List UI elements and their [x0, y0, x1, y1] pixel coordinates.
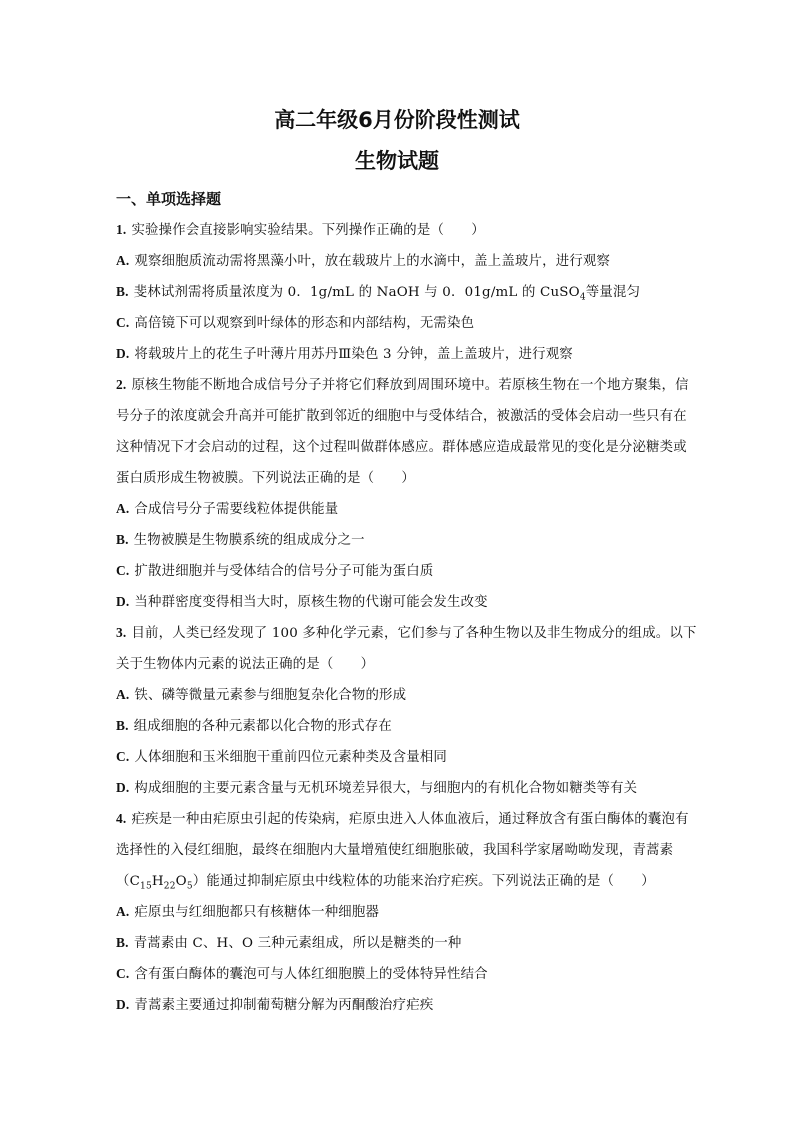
question-2-stem-line: 这种情况下才会启动的过程，这个过程叫做群体感应。群体感应造成最常见的变化是分泌糖类或	[116, 440, 687, 455]
question-2-stem: 2. 原核生物能不断地合成信号分子并将它们释放到周围环境中。若原核生物在一个地方聚集，信	[116, 377, 689, 393]
question-3-option-c: C. 人体细胞和玉米细胞干重前四位元素种类及含量相同	[116, 749, 448, 765]
question-4-option-d: D. 青蒿素主要通过抑制葡萄糖分解为丙酮酸治疗疟疾	[116, 997, 434, 1013]
question-3-option-a: A. 铁、磷等微量元素参与细胞复杂化合物的形成	[116, 687, 407, 703]
question-4-option-c: C. 含有蛋白酶体的囊泡可与人体红细胞膜上的受体特异性结合	[116, 966, 488, 982]
question-1-option-a: A. 观察细胞质流动需将黑藻小叶，放在载玻片上的水滴中，盖上盖玻片，进行观察	[116, 253, 611, 269]
exam-subtitle: 生物试题	[355, 149, 439, 173]
question-1-option-b: B. 斐林试剂需将质量浓度为 0．1g/mL 的 NaOH 与 0．01g/mL 的 CuSO$_4$等量混匀	[116, 284, 641, 303]
question-3-option-b: B. 组成细胞的各种元素都以化合物的形式存在	[116, 718, 392, 734]
question-2-option-a: A. 合成信号分子需要线粒体提供能量	[116, 501, 339, 517]
question-2-stem-line: 号分子的浓度就会升高并可能扩散到邻近的细胞中与受体结合，被激活的受体会启动一些只有在	[116, 409, 687, 424]
question-4-stem-line: 选择性的入侵红细胞，最终在细胞内大量增殖使红细胞胀破，我国科学家屠呦呦发现，青蒿素	[116, 843, 674, 858]
question-4-formula-line: $(C_{15}H_{22}O_5)$能通过抑制疟原虫中线粒体的功能来治疗疟疾。下列说法正确的是（ ）	[116, 874, 655, 892]
question-1-option-c: C. 高倍镜下可以观察到叶绿体的形态和内部结构，无需染色	[116, 315, 475, 331]
question-3-option-d: D. 构成细胞的主要元素含量与无机环境差异很大，与细胞内的有机化合物如糖类等有关	[116, 780, 638, 796]
question-4-option-b: B. 青蒿素由 C、H、O 三种元素组成，所以是糖类的一种	[116, 935, 462, 951]
question-3-stem-line: 关于生物体内元素的说法正确的是（ ）	[116, 657, 375, 672]
section-title: 一、单项选择题	[116, 190, 222, 208]
question-4-option-a: A. 疟原虫与红细胞都只有核糖体一种细胞器	[116, 904, 380, 920]
question-1-option-d: D. 将载玻片上的花生子叶薄片用苏丹Ⅲ染色 3 分钟，盖上盖玻片，进行观察	[116, 346, 573, 362]
exam-title: 高二年级6月份阶段性测试	[274, 108, 520, 132]
question-2-option-b: B. 生物被膜是生物膜系统的组成成分之一	[116, 532, 365, 548]
question-2-option-c: C. 扩散进细胞并与受体结合的信号分子可能为蛋白质	[116, 563, 434, 579]
question-2-stem-line: 蛋白质形成生物被膜。下列说法正确的是（ ）	[116, 471, 415, 486]
question-2-option-d: D. 当种群密度变得相当大时，原核生物的代谢可能会发生改变	[116, 594, 488, 610]
question-1-stem: 1. 实验操作会直接影响实验结果。下列操作正确的是（ ）	[116, 222, 485, 238]
question-4-stem: 4. 疟疾是一种由疟原虫引起的传染病，疟原虫进入人体血液后，通过释放含有蛋白酶体的囊泡有	[116, 811, 689, 827]
question-3-stem: 3. 目前，人类已经发现了 100 多种化学元素，它们参与了各种生物以及非生物成分的组成。以下	[116, 625, 697, 641]
